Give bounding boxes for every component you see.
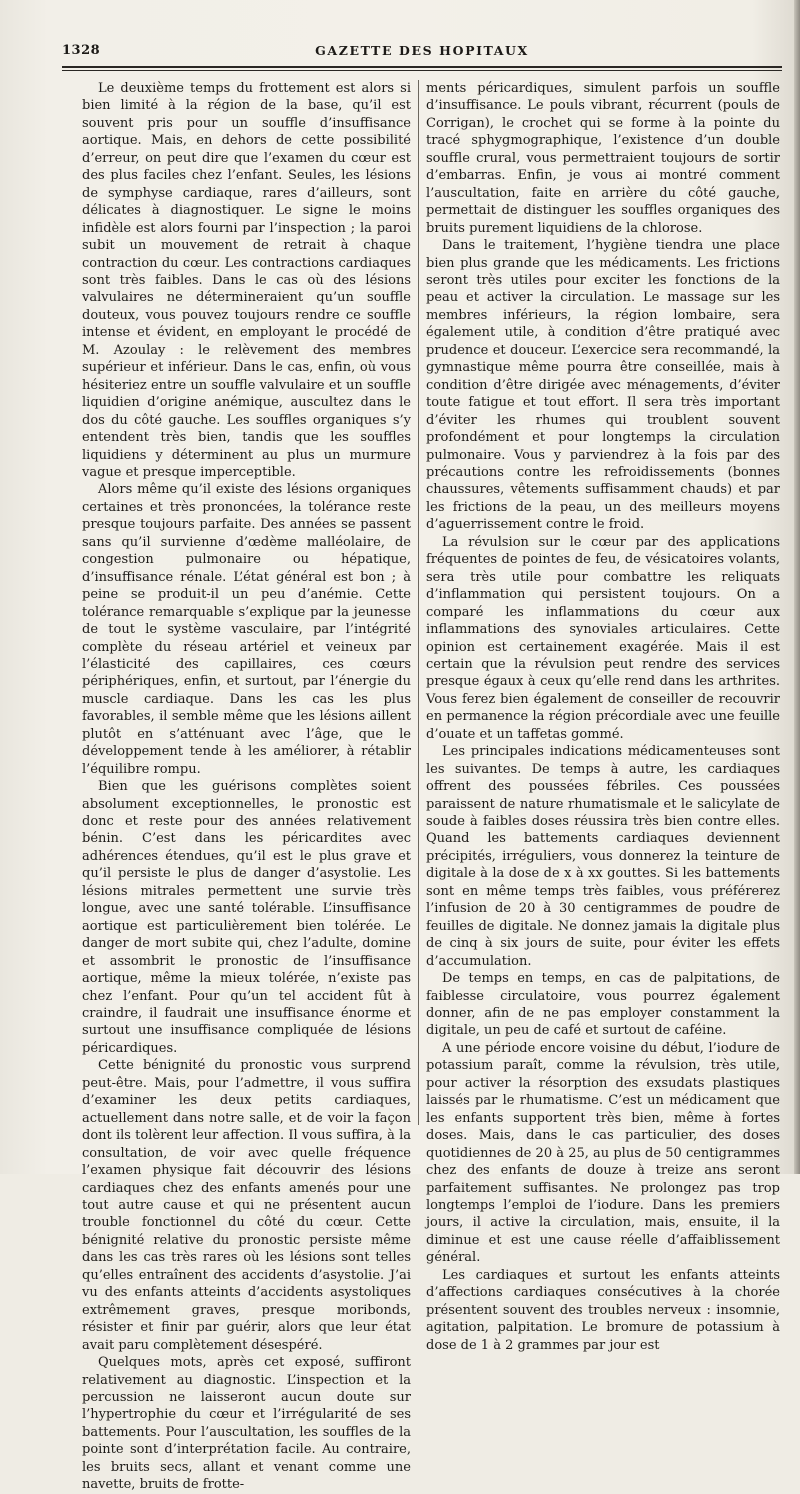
paragraph: Les cardiaques et surtout les enfants atteints d’affections cardiaques consécutives à la chorée présentent souvent des troubles nerveux : insomnie, agitation, palpitation. Le bromure de potassium à dose de 1 à 2 grammes par jour est <box>426 1267 780 1353</box>
page-header <box>62 43 782 63</box>
column-divider <box>418 80 419 1125</box>
paragraph: Quelques mots, après cet exposé, suffiront relativement au diagnostic. L’inspection et la percussion ne laisseront aucun doute sur l’hypertrophie du cœur et l’irrégularité de ses battements. Pour l’auscultation, les souffles de la pointe sont d’interprétation facile. Au contraire, les bruits secs, allant et venant comme une navette, bruits de frotte- <box>82 1355 411 1493</box>
paragraph: Les principales indications médicamenteuses sont les suivantes. De temps à autre, les cardiaques offrent des poussées fébriles. Ces poussées paraissent de nature rhumatismale et le salicylate de soude à faibles doses réussira très bien contre elles. Quand les battements cardiaques deviennent précipités, irréguliers, vous donnerez la teinture de digitale à la dose de x à xx gouttes. Si les battements sont en même temps très faibles, vous préférerez l’infusion de 20 à 30 centigrammes de poudre de feuilles de digitale. Ne donnez jamais la digitale plus de cinq à six jours de suite, pour éviter les effets d’accumulation. <box>426 744 780 969</box>
paragraph: De temps en temps, en cas de palpitations, de faiblesse circulatoire, vous pourrez également donner, afin de ne pas employer constamment la digitale, un peu de café et surtout de caféine. <box>426 971 780 1039</box>
paragraph: Le deuxième temps du frottement est alors si bien limité à la région de la base, qu’il est souvent pris pour un souffle d’insuffisance aortique. Mais, en dehors de cette possibilité d’erreur, on peut dire que l’examen du cœur est des plus faciles chez l’enfant. Seules, les lésions de symphyse cardiaque, rares d’ailleurs, sont délicates à diagnostiquer. Le signe le moins infidèle est alors fourni par l’inspection ; la paroi subit un mouvement de retrait à chaque contraction du cœur. Les contractions cardiaques sont très faibles. Dans le cas où des lésions valvulaires ne détermineraient qu’un souffle douteux, vous pouvez toujours rendre ce souffle intense et évident, en employant le procédé de M. Azoulay : le relèvement des membres supérieur et inférieur. Dans le cas, enfin, où vous hésiteriez entre un souffle valvulaire et un souffle liquidien d’origine anémique, auscultez dans le dos du côté gauche. Les souffles organiques s’y entendent très bien, tandis que les souffles liquidiens y déterminent au plus un murmure vague et presque imperceptible. <box>82 81 411 480</box>
page-edge-shadow <box>794 0 800 1174</box>
paragraph: Bien que les guérisons complètes soient absolument exceptionnelles, le pronostic est donc et reste pour des années relativement bénin. C’est dans les péricardites avec adhérences étendues, qu’il est le plus grave et qu’il persiste le plus de danger d’asystolie. Les lésions mitrales permettent une survie très longue, avec une santé tolérable. L’insuffisance aortique est particulièrement bien tolérée. Le danger de mort subite qui, chez l’adulte, domine et assombrit le pronostic de l’insuffisance aortique, même la mieux tolérée, n’existe pas chez l’enfant. Pour qu’un tel accident fût à craindre, il faudrait une insuffisance énorme et surtout une insuffisance compliquée de lésions péricardiques. <box>82 779 411 1056</box>
paragraph: Alors même qu’il existe des lésions organiques certaines et très prononcées, la tolérance reste presque toujours parfaite. Des années se passent sans qu’il survienne d’œdème malléolaire, de congestion pulmonaire ou hépatique, d’insuffisance rénale. L’état général est bon ; à peine se produit-il un peu d’anémie. Cette tolérance remarquable s’explique par la jeunesse de tout le système vasculaire, par l’intégrité complète du réseau artériel et veineux par l’élasticité des capillaires, ces cœurs périphériques, enfin, et surtout, par l’énergie du muscle cardiaque. Dans les cas les plus favorables, il semble même que les lésions aillent plutôt en s’atténuant avec l’âge, que le développement tende à les améliorer, à rétablir l’équilibre rompu. <box>82 482 411 777</box>
paragraph: Cette bénignité du pronostic vous surprend peut-être. Mais, pour l’admettre, il vous suffira d’examiner les deux petits cardiaques, actuellement dans notre salle, et de voir la façon dont ils tolèrent leur affection. Il vous suffira, à la consultation, de voir avec quelle fréquence l’examen physique fait découvrir des lésions cardiaques chez des enfants amenés pour une tout autre cause et qui ne présentent aucun trouble fonctionnel du côté du cœur. Cette bénignité relative du pronostic persiste même dans les cas très rares où les lésions sont telles qu’elles entraînent des accidents d’asystolie. J’ai vu des enfants atteints d’accidents asystoliques extrêmement graves, presque moribonds, résister et finir par guérir, alors que leur état avait paru complètement désespéré. <box>82 1058 411 1353</box>
journal-title: GAZETTE DES HOPITAUX <box>315 43 529 58</box>
paragraph: ments péricardiques, simulent parfois un souffle d’insuffisance. Le pouls vibrant, récurrent (pouls de Corrigan), le crochet qui se forme à la pointe du tracé sphygmographique, l’existence d’un double souffle crural, vous permettraient toujours de sortir d’embarras. Enfin, je vous ai montré comment l’auscultation, faite en arrière du côté gauche, permettait de distinguer les souffles organiques des bruits purement liquidiens de la chlorose. <box>426 81 780 236</box>
header-rule-thin <box>62 70 782 71</box>
header-rule <box>62 66 782 68</box>
paragraph: A une période encore voisine du début, l’iodure de potassium paraît, comme la révulsion, très utile, pour activer la résorption des exsudats plastiques laissés par le rhumatisme. C’est un médicament que les enfants supportent très bien, même à fortes doses. Mais, dans le cas particulier, des doses quotidiennes de 20 à 25, au plus de 50 centigrammes chez des enfants de douze à treize ans seront parfaitement suffisantes. Ne prolongez pas trop longtemps l’emploi de l’iodure. Dans les premiers jours, il active la circulation, mais, ensuite, il la diminue et est une cause réelle d’affaiblissement général. <box>426 1040 780 1266</box>
left-column <box>82 80 411 1494</box>
right-column <box>426 80 780 1354</box>
paragraph: La révulsion sur le cœur par des applications fréquentes de pointes de feu, de vésicatoires volants, sera très utile pour combattre les reliquats d’inflammation qui persistent toujours. On a comparé les inflammations du cœur aux inflammations des synoviales articulaires. Cette opinion est certainement exagérée. Mais il est certain que la révulsion peut rendre des services presque égaux à ceux qu’elle rend dans les arthrites. Vous ferez bien également de conseiller de recouvrir en permanence la région précordiale avec une feuille d’ouate et un taffetas gommé. <box>426 534 780 742</box>
paragraph: Dans le traitement, l’hygiène tiendra une place bien plus grande que les médicaments. Les frictions seront très utiles pour exciter les fonctions de la peau et activer la circulation. Le massage sur les membres inférieurs, la région lombaire, sera également utile, à condition d’être pratiqué avec prudence et douceur. L’exercice sera recommandé, la gymnastique même pourra être conseillée, mais à condition d’être dirigée avec ménagements, d’éviter toute fatigue et tout effort. Il sera très important d’éviter les rhumes qui troublent souvent profondément et pour longtemps la circulation pulmonaire. Vous y parviendrez à la fois par des précautions contre les refroidissements (bonnes chaussures, vêtements suffisamment chauds) et par les frictions de la peau, un des meilleurs moyens d’aguerrissement contre le froid. <box>426 238 780 533</box>
page-number: 1328 <box>62 43 101 58</box>
